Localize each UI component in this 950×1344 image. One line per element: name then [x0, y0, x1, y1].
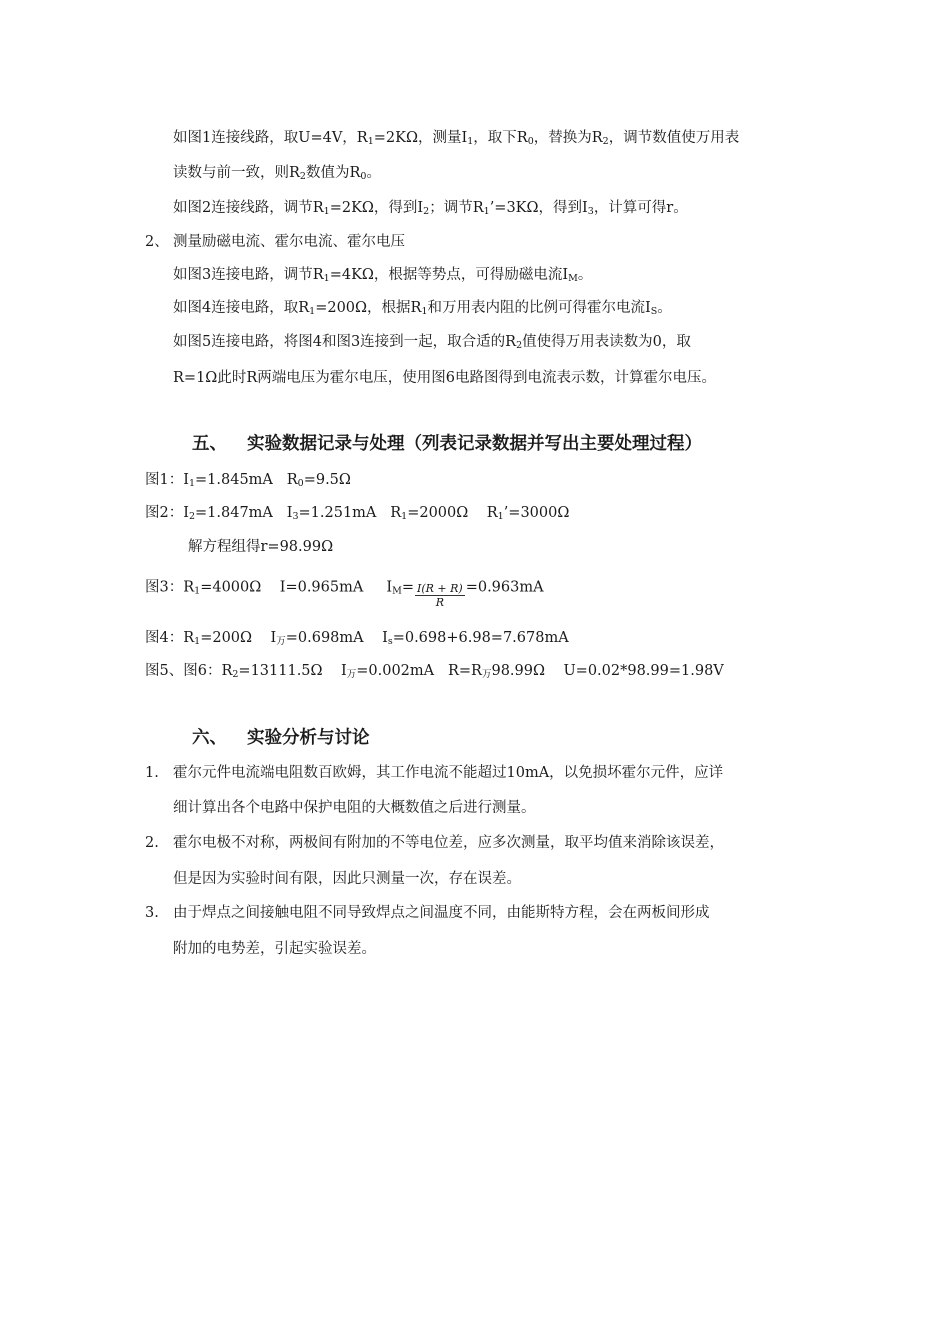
- procedure-line-8: R=1Ω此时R两端电压为霍尔电压，使用图6电路图得到电流表示数，计算霍尔电压。: [173, 370, 716, 386]
- list-item-line: 但是因为实验时间有限，因此只测量一次，存在误差。: [173, 871, 521, 887]
- data-line-fig2: 图2：$I_2=1.847mA$ $I_3=1.251mA$ $R_1=2000\Omega$ $R_1’=3000\Omega$: [145, 505, 570, 522]
- list-number: 2.: [145, 835, 159, 851]
- list-number: 2、: [145, 234, 169, 250]
- data-line-fig5-6: 图5、图6：$R_2=13111.5\Omega$ $I_万=0.002mA$ $R=R_万98.99\Omega$ U=0.02*98.99=1.98V: [145, 663, 724, 680]
- section-number: 六、: [192, 728, 227, 748]
- section-title: 实验分析与讨论: [247, 728, 370, 748]
- list-item-title: 测量励磁电流、霍尔电流、霍尔电压: [173, 234, 405, 250]
- list-item-line: 细计算出各个电路中保护电阻的大概数值之后进行测量。: [173, 800, 536, 816]
- formula-fraction: $\frac{I(R + R)}{R}$: [417, 582, 463, 609]
- procedure-line-1: 如图1连接线路，取U=4V，$R_1=2K\Omega$，测量$I_1$，取下$R_0$，替换为$R_2$，调节数值使万用表: [173, 130, 740, 147]
- section-title: 实验数据记录与处理（列表记录数据并写出主要处理过程）: [247, 434, 702, 454]
- procedure-line-7: 如图5连接电路，将图4和图3连接到一起，取合适的$R_2$值使得万用表读数为0，取: [173, 334, 691, 351]
- list-item-line: 由于焊点之间接触电阻不同导致焊点之间温度不同，由能斯特方程，会在两板间形成: [173, 905, 710, 921]
- procedure-line-3: 如图2连接线路，调节$R_1=2K\Omega$，得到$I_2$；调节$R_1’=3K\Omega$，得到$I_3$，计算可得r。: [173, 200, 688, 217]
- procedure-line-5: 如图3连接电路，调节$R_1=4K\Omega$，根据等势点，可得励磁电流$I_M$。: [173, 267, 593, 284]
- list-item-line: 附加的电势差，引起实验误差。: [173, 941, 376, 957]
- procedure-line-2: 读数与前一致，则$R_2$数值为$R_0$。: [173, 165, 381, 182]
- procedure-line-6: 如图4连接电路，取$R_1=200\Omega$，根据$R_1$和万用表内阻的比例可得霍尔电流$I_S$。: [173, 300, 672, 317]
- list-item-line: 霍尔电极不对称，两极间有附加的不等电位差，应多次测量，取平均值来消除该误差，: [173, 835, 724, 851]
- list-number: 3.: [145, 905, 159, 921]
- list-number: 1.: [145, 765, 159, 781]
- data-line-fig4: 图4：$R_1=200\Omega$ $I_万=0.698mA$ $I_s=0.698+6.98=7.678mA$: [145, 630, 569, 647]
- data-line-fig1: 图1：$I_1=1.845mA$ $R_0=9.5\Omega$: [145, 472, 351, 489]
- data-line-solve: 解方程组得r=98.99Ω: [188, 539, 334, 555]
- section-number: 五、: [192, 434, 227, 454]
- data-line-fig3: 图3：$R_1=4000\Omega$ I=0.965mA $I_M=$ $\frac{I(R + R)}{R}$ =0.963mA: [145, 579, 544, 609]
- list-item-line: 霍尔元件电流端电阻数百欧姆，其工作电流不能超过10mA，以免损坏霍尔元件，应详: [173, 765, 724, 781]
